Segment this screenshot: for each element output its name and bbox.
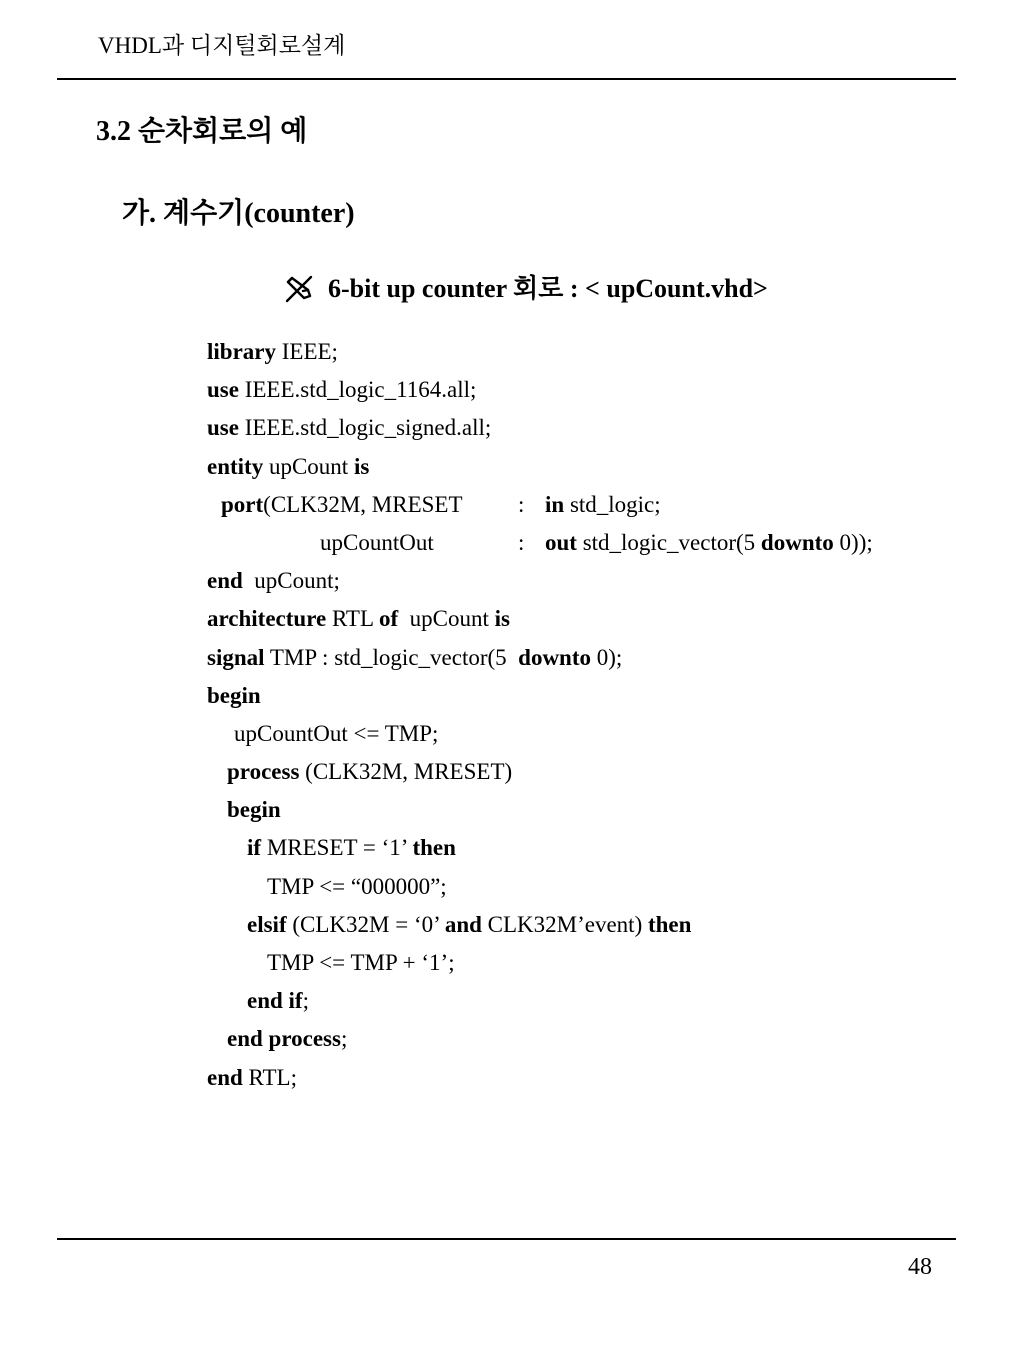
code-text: 0); <box>591 644 623 670</box>
pencil-crossed-icon <box>284 274 314 304</box>
code-text: RTL; <box>242 1064 297 1090</box>
code-keyword: out <box>545 529 577 555</box>
code-keyword: is <box>494 606 510 632</box>
code-keyword: entity <box>207 453 264 479</box>
code-line <box>207 600 691 638</box>
code-text: IEEE.std_logic_signed.all; <box>238 415 492 441</box>
code-text: (CLK32M = ‘0’ <box>286 911 445 937</box>
code-line <box>207 448 691 486</box>
code-line <box>207 1059 691 1097</box>
code-keyword: downto <box>760 529 834 555</box>
code-keyword: library <box>207 339 276 364</box>
code-text: TMP <= “000000”; <box>267 873 447 899</box>
code-keyword: process <box>227 759 300 785</box>
code-line <box>207 753 691 791</box>
code-text: (CLK32M, MRESET <box>263 491 463 517</box>
code-text: MRESET = ‘1’ <box>261 835 413 861</box>
code-keyword: use <box>207 377 239 403</box>
code-line <box>207 677 691 715</box>
code-keyword: downto <box>518 644 592 670</box>
code-keyword: architecture <box>207 606 327 632</box>
file-caption <box>284 271 768 307</box>
code-text: std_logic; <box>564 491 661 517</box>
code-line <box>207 715 691 753</box>
code-listing <box>207 333 873 1097</box>
code-text: std_logic_vector(5 <box>576 529 761 555</box>
code-text: ; <box>302 988 309 1014</box>
code-keyword: in <box>545 491 565 517</box>
code-text: IEEE.std_logic_1164.all; <box>238 377 477 403</box>
code-line <box>207 1020 691 1058</box>
footer-divider <box>57 1238 956 1240</box>
file-caption-text: 6-bit up counter 회로 : < upCount.vhd> <box>328 274 768 303</box>
code-keyword: of <box>378 606 399 632</box>
code-line <box>207 791 691 829</box>
code-keyword: end process <box>227 1026 341 1052</box>
code-keyword: port <box>221 491 264 517</box>
section-heading: 3.2 순차회로의 예 <box>96 116 308 147</box>
code-line <box>207 868 691 906</box>
code-text: IEEE; <box>276 339 338 364</box>
code-line <box>207 486 691 524</box>
code-keyword: end <box>207 568 243 594</box>
code-line <box>207 639 691 677</box>
code-keyword: end if <box>247 988 303 1014</box>
code-text: RTL <box>326 606 379 632</box>
code-text: : <box>518 491 525 517</box>
code-text: (CLK32M, MRESET) <box>299 759 513 785</box>
code-text: TMP <= TMP + ‘1’; <box>267 950 455 975</box>
code-text: ; <box>340 1026 348 1052</box>
code-keyword: begin <box>207 682 261 708</box>
code-line <box>207 562 691 600</box>
code-line <box>207 829 691 867</box>
code-keyword: and <box>444 911 482 937</box>
code-keyword: begin <box>227 797 281 823</box>
code-text: upCountOut <= TMP; <box>234 720 439 746</box>
code-keyword: elsif <box>247 911 287 937</box>
code-keyword: signal <box>207 644 265 670</box>
code-line <box>207 371 691 409</box>
header-divider <box>57 78 956 80</box>
code-line <box>207 333 691 371</box>
code-keyword: is <box>353 453 370 479</box>
code-text: upCount <box>398 606 495 632</box>
page-number: 48 <box>908 1254 932 1280</box>
code-line <box>207 944 691 982</box>
code-line <box>207 409 691 447</box>
code-keyword: end <box>207 1064 243 1090</box>
code-text: upCount <box>263 453 354 479</box>
code-text: upCountOut <box>320 529 434 555</box>
code-text: 0)); <box>833 529 873 555</box>
code-text: CLK32M’event) <box>481 911 648 937</box>
code-line <box>207 524 873 562</box>
code-keyword: if <box>247 835 262 861</box>
code-keyword: then <box>647 911 692 937</box>
code-keyword: use <box>207 415 239 441</box>
code-line <box>207 982 691 1020</box>
code-text: TMP : std_logic_vector(5 <box>264 644 519 670</box>
code-text: upCount; <box>242 568 340 594</box>
subsection-heading: 가. 계수기(counter) <box>122 198 355 229</box>
code-keyword: then <box>412 835 456 861</box>
header-title: VHDL과 디지털회로설계 <box>98 33 346 58</box>
code-line <box>207 906 691 944</box>
code-text: : <box>518 529 525 555</box>
